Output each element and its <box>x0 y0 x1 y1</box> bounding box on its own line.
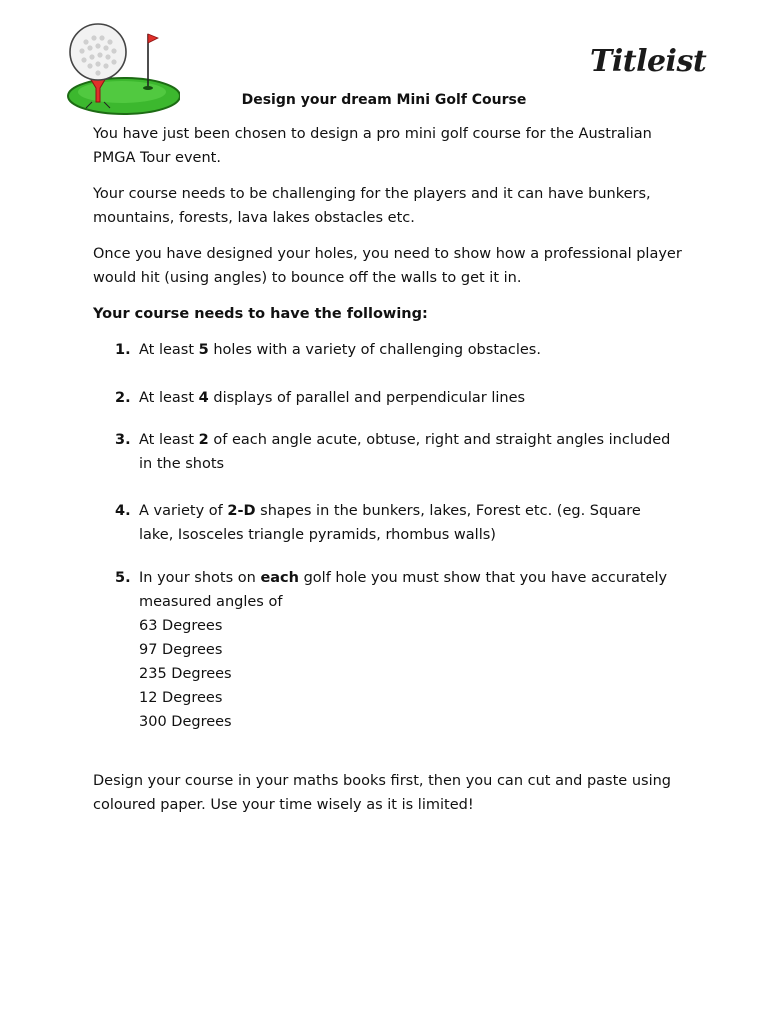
intro-paragraph-1: You have just been chosen to design a pro mini golf course for the Australian PMGA Tour event. <box>93 126 652 166</box>
titleist-logo <box>590 44 714 86</box>
requirement-text-pre: At least <box>139 342 199 358</box>
requirement-number: 5. <box>115 570 131 586</box>
logo-text: Titleist <box>590 44 707 79</box>
requirement-number: 2. <box>115 390 131 406</box>
intro-paragraph-2: Your course needs to be challenging for the players and it can have bunkers, mountains, forests, lava lakes obstacles etc. <box>93 186 651 226</box>
requirement-number: 1. <box>115 342 131 358</box>
requirement-text-bold: 4 <box>198 390 209 406</box>
angle-63: 63 Degrees <box>139 618 223 634</box>
requirement-item <box>93 499 683 547</box>
angle-97: 97 Degrees <box>139 642 223 658</box>
page-title: Design your dream Mini Golf Course <box>241 92 527 108</box>
requirement-text-bold: 5 <box>198 342 209 358</box>
intro-paragraph-3: Once you have designed your holes, you need to show how a professional player would hit (using angles) to bounce off the walls to get it in. <box>93 246 682 286</box>
angle-235: 235 Degrees <box>139 666 232 682</box>
requirement-text-bold: 2 <box>198 432 209 448</box>
requirement-text-post: golf hole you must show that you have accurately measured angles of <box>139 570 668 610</box>
requirement-text-pre: In your shots on <box>139 570 261 586</box>
closing-paragraph: Design your course in your maths books first, then you can cut and paste using coloured paper. Use your time wisely as it is limited! <box>93 773 671 813</box>
requirement-text-post: shapes in the bunkers, lakes, Forest etc. (eg. Square lake, Isosceles triangle pyramids, rhombus walls) <box>139 503 641 543</box>
requirement-text-post: of each angle acute, obtuse, right and straight angles included in the shots <box>139 432 671 472</box>
requirement-item <box>93 338 683 362</box>
angle-300: 300 Degrees <box>139 714 232 730</box>
requirement-item <box>93 566 683 736</box>
requirement-text-bold: each <box>260 570 299 586</box>
requirement-text-post: holes with a variety of challenging obstacles. <box>208 342 541 358</box>
angle-12: 12 Degrees <box>139 690 223 706</box>
requirement-text-bold: 2-D <box>227 503 256 519</box>
requirement-item <box>93 386 683 410</box>
requirement-item <box>93 428 683 476</box>
requirement-text-post: displays of parallel and perpendicular lines <box>208 390 526 406</box>
requirements-heading: Your course needs to have the following: <box>93 306 428 322</box>
requirement-number: 3. <box>115 432 131 448</box>
requirement-text-pre: A variety of <box>139 503 228 519</box>
requirement-text-pre: At least <box>139 432 199 448</box>
requirement-number: 4. <box>115 503 131 519</box>
requirement-text-pre: At least <box>139 390 199 406</box>
